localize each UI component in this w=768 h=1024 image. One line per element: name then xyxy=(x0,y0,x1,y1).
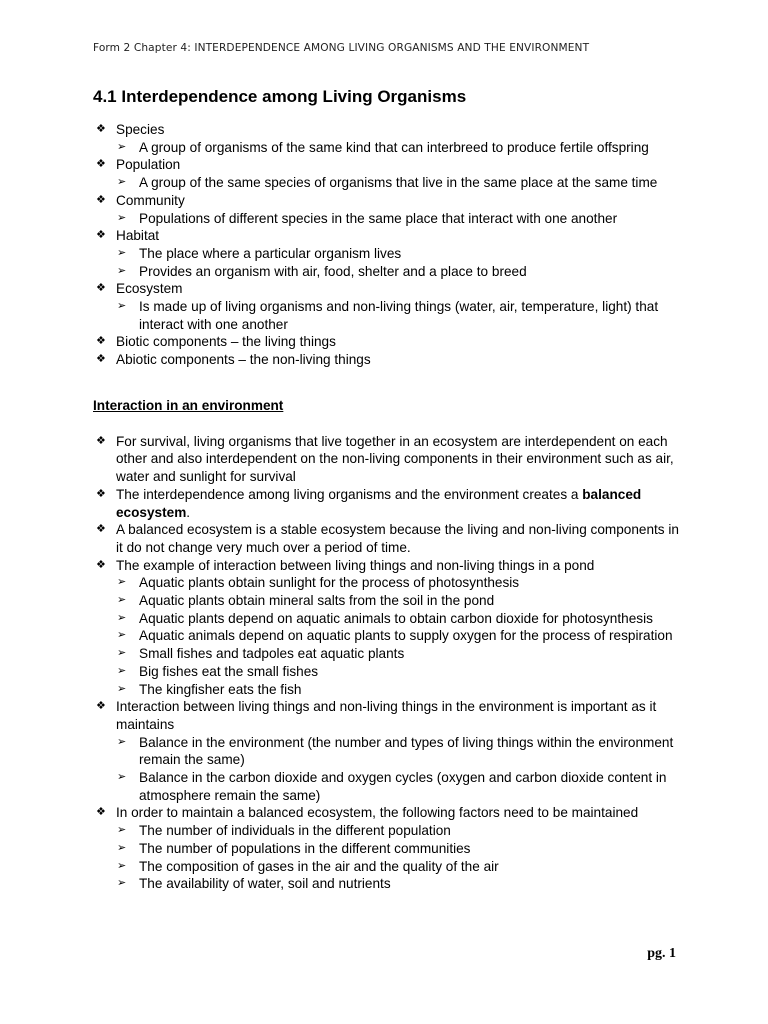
list-subitem: ➢ Provides an organism with air, food, shelter and a place to breed xyxy=(117,263,527,279)
list-subitem: ➢ Big fishes eat the small fishes xyxy=(117,663,319,679)
list-item: ❖ Population xyxy=(96,157,181,173)
section-title: 4.1 Interdependence among Living Organisms xyxy=(93,87,467,106)
list-subitem: ➢ The number of populations in the different communities xyxy=(117,840,471,856)
arrow-bullet-icon: ➢ xyxy=(117,576,127,589)
arrow-bullet-icon: ➢ xyxy=(117,211,127,224)
bold-term: balanced ecosystem xyxy=(116,486,642,520)
list-item: ❖ For survival, living organisms that live together in an ecosystem are interdependent on each other and also interdependent on the non-living components in their environment such as air, water and sunlight for survival xyxy=(96,433,674,485)
list-subitem: ➢ The kingfisher eats the fish xyxy=(117,681,302,697)
diamond-bullet-icon: ❖ xyxy=(96,806,106,819)
diamond-bullet-icon: ❖ xyxy=(96,123,106,135)
arrow-bullet-icon: ➢ xyxy=(117,877,127,890)
list-subitem: ➢ Small fishes and tadpoles eat aquatic plants xyxy=(117,646,405,662)
page-header: Form 2 Chapter 4: INTERDEPENDENCE AMONG LIVING ORGANISMS AND THE ENVIRONMENT xyxy=(93,42,590,54)
list-item: ❖ Habitat xyxy=(96,228,160,244)
list-subitem: ➢ Aquatic plants obtain sunlight for the process of photosynthesis xyxy=(117,575,520,591)
definitions-list xyxy=(93,121,683,369)
diamond-bullet-icon: ❖ xyxy=(96,558,106,571)
list-subitem: ➢ Aquatic plants obtain mineral salts from the soil in the pond xyxy=(117,593,495,609)
list-item: ❖ Community xyxy=(96,192,185,208)
list-subitem: ➢ Balance in the carbon dioxide and oxygen cycles (oxygen and carbon dioxide content in atmosphere remain the same) xyxy=(117,770,667,803)
list-item: ❖ Biotic components – the living things xyxy=(96,334,336,350)
diamond-bullet-icon: ❖ xyxy=(96,282,106,295)
list-subitem: ➢ A group of the same species of organisms that live in the same place at the same time xyxy=(117,175,658,191)
diamond-bullet-icon: ❖ xyxy=(96,193,106,206)
list-subitem: ➢ Aquatic animals depend on aquatic plants to supply oxygen for the process of respiration xyxy=(117,628,673,644)
diamond-bullet-icon: ❖ xyxy=(96,335,106,348)
list-subitem: ➢ A group of organisms of the same kind that can interbreed to produce fertile offspring xyxy=(117,139,649,155)
diamond-bullet-icon: ❖ xyxy=(96,353,106,366)
arrow-bullet-icon: ➢ xyxy=(117,824,127,837)
arrow-bullet-icon: ➢ xyxy=(117,300,127,313)
arrow-bullet-icon: ➢ xyxy=(117,629,127,642)
diamond-bullet-icon: ❖ xyxy=(96,700,106,713)
list-subitem: ➢ The availability of water, soil and nutrients xyxy=(117,876,391,892)
arrow-bullet-icon: ➢ xyxy=(117,682,127,695)
list-subitem: ➢ Is made up of living organisms and non-living things (water, air, temperature, light) that interact with one another xyxy=(117,299,659,332)
list-item: ❖ Ecosystem xyxy=(96,281,183,297)
page-number: pg. 1 xyxy=(647,946,676,961)
list-item: ❖ Interaction between living things and non-living things in the environment is important as it maintains xyxy=(96,699,657,732)
arrow-bullet-icon: ➢ xyxy=(117,771,127,784)
interaction-section xyxy=(93,397,683,893)
arrow-bullet-icon: ➢ xyxy=(117,647,127,660)
list-item: ❖ Species xyxy=(96,122,165,137)
arrow-bullet-icon: ➢ xyxy=(117,264,127,277)
arrow-bullet-icon: ➢ xyxy=(117,611,127,624)
arrow-bullet-icon: ➢ xyxy=(117,246,127,259)
arrow-bullet-icon: ➢ xyxy=(117,859,127,872)
subsection-heading: Interaction in an environment xyxy=(93,398,284,413)
arrow-bullet-icon: ➢ xyxy=(117,841,127,854)
arrow-bullet-icon: ➢ xyxy=(117,664,127,677)
list-item: ❖ The example of interaction between living things and non-living things in a pond xyxy=(96,557,595,573)
list-subitem: ➢ Balance in the environment (the number and types of living things within the environment remain the same) xyxy=(117,734,674,768)
arrow-bullet-icon: ➢ xyxy=(117,140,127,153)
list-item: ❖ Abiotic components – the non-living things xyxy=(96,352,371,368)
diamond-bullet-icon: ❖ xyxy=(96,434,106,447)
diamond-bullet-icon: ❖ xyxy=(96,487,106,500)
list-subitem: ➢ Populations of different species in the same place that interact with one another xyxy=(117,210,618,226)
arrow-bullet-icon: ➢ xyxy=(117,735,127,748)
list-subitem: ➢ The composition of gases in the air and the quality of the air xyxy=(117,858,499,874)
arrow-bullet-icon: ➢ xyxy=(117,594,127,607)
list-item: ❖ The interdependence among living organisms and the environment creates a balanced ecosystem. xyxy=(96,486,642,520)
diamond-bullet-icon: ❖ xyxy=(96,523,106,536)
list-item: ❖ A balanced ecosystem is a stable ecosystem because the living and non-living components in it do not change very much over a period of time. xyxy=(96,522,679,555)
arrow-bullet-icon: ➢ xyxy=(117,176,127,189)
diamond-bullet-icon: ❖ xyxy=(96,229,106,242)
diamond-bullet-icon: ❖ xyxy=(96,158,106,171)
list-subitem: ➢ The place where a particular organism lives xyxy=(117,245,402,261)
list-item: ❖ In order to maintain a balanced ecosystem, the following factors need to be maintained xyxy=(96,805,639,821)
list-subitem: ➢ Aquatic plants depend on aquatic animals to obtain carbon dioxide for photosynthesis xyxy=(117,610,653,626)
list-subitem: ➢ The number of individuals in the different population xyxy=(117,823,451,839)
